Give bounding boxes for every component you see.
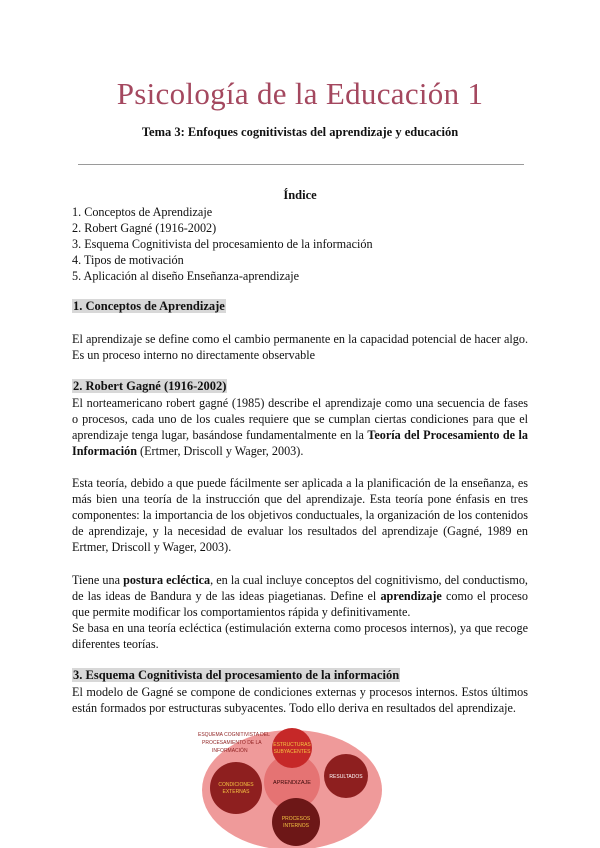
index-item: 1. Conceptos de Aprendizaje xyxy=(72,205,213,219)
section-2-paragraph-3 xyxy=(72,572,528,620)
top-circle-label: SUBYACENTES xyxy=(273,749,311,755)
cognitive-scheme-diagram xyxy=(188,726,384,848)
index-item: 3. Esquema Cognitivista del procesamiento de la información xyxy=(72,237,373,251)
diagram-title-line: INFORMACIÓN xyxy=(212,748,248,754)
paragraph-text: como el proceso que permite modificar los comportamientos rápida y definitivamente. xyxy=(72,589,528,619)
center-circle-label: APRENDIZAJE xyxy=(273,780,311,786)
paragraph-text: Tiene una xyxy=(72,573,124,587)
section-1-paragraph: El aprendizaje se define como el cambio permanente en la capacidad potencial de hacer algo. Es un proceso interno no directamente observable xyxy=(72,332,528,362)
section-3-paragraph: El modelo de Gagné se compone de condiciones externas y procesos internos. Estos últimos están formados por estructuras subyacentes. Todo ello deriva en resultados del aprendizaje. xyxy=(72,685,528,715)
section-3-heading-text: 3. Esquema Cognitivista del procesamiento de la información xyxy=(73,668,400,682)
paragraph-text: (Ertmer, Driscoll y Wager, 2003). xyxy=(137,444,304,458)
diagram-title-line: ESQUEMA COGNITIVISTA DEL xyxy=(198,732,270,738)
section-1-heading-text: 1. Conceptos de Aprendizaje xyxy=(73,299,225,313)
index-title: Índice xyxy=(283,188,317,202)
section-2-heading-text: 2. Robert Gagné (1916-2002) xyxy=(73,379,227,393)
bold-term: postura ecléctica xyxy=(123,573,211,587)
horizontal-divider xyxy=(78,164,524,165)
paragraph-text: , en la cual incluye conceptos del cognitivismo, del conductismo, de las ideas de Bandura y de las ideas piagetianas. Define el xyxy=(72,573,528,603)
index-item: 5. Aplicación al diseño Enseñanza-aprendizaje xyxy=(72,269,300,283)
paragraph-text: El norteamericano robert gagné (1985) describe el aprendizaje como una secuencia de fases o procesos, cada uno de los cuales requiere que se cumplan ciertas condiciones para que el aprendizaje tenga lugar, basándose fundamentalmente en la xyxy=(72,396,528,442)
index-item: 2. Robert Gagné (1916-2002) xyxy=(72,221,217,235)
section-2-paragraph-2: Esta teoría, debido a que puede fácilmente ser aplicada a la planificación de la enseñanza, es más bien una teoría de la instrucción que del aprendizaje. Esta teoría pone énfasis en tres componentes: la importancia de los objetivos conductuales, la organización de los contenidos de aprendizaje, y la necesidad de evaluar los resultados del aprendizaje (Gagné, 1989 en Ertmer, Driscoll y Wager, 2003). xyxy=(72,476,528,554)
right-circle-label: RESULTADOS xyxy=(329,774,363,780)
section-2-paragraph-1 xyxy=(72,395,528,459)
bottom-circle xyxy=(272,798,320,846)
index-list xyxy=(72,204,373,284)
section-2-heading xyxy=(72,378,227,394)
page-title: Psicología de la Educación 1 xyxy=(116,76,484,111)
left-circle-label: EXTERNAS xyxy=(222,789,250,795)
top-circle-label: ESTRUCTURAS xyxy=(273,742,311,748)
left-circle xyxy=(210,762,262,814)
section-2-paragraph-4: Se basa en una teoría ecléctica (estimulación externa como procesos internos), ya que recoge diferentes teorías. xyxy=(72,621,528,651)
index-item: 4. Tipos de motivación xyxy=(72,253,184,267)
bottom-circle-label: INTERNOS xyxy=(283,823,309,829)
section-3-heading xyxy=(72,667,400,683)
bold-term: Teoría del Procesamiento de la Información xyxy=(72,428,528,458)
section-1-heading xyxy=(72,298,226,314)
top-circle xyxy=(272,728,312,768)
diagram-title-line: PROCESAMIENTO DE LA xyxy=(202,740,262,746)
left-circle-label: CONDICIONES xyxy=(218,782,254,788)
page-subtitle: Tema 3: Enfoques cognitivistas del aprendizaje y educación xyxy=(141,125,459,139)
bottom-circle-label: PROCESOS xyxy=(281,816,311,822)
bold-term: aprendizaje xyxy=(380,589,442,603)
